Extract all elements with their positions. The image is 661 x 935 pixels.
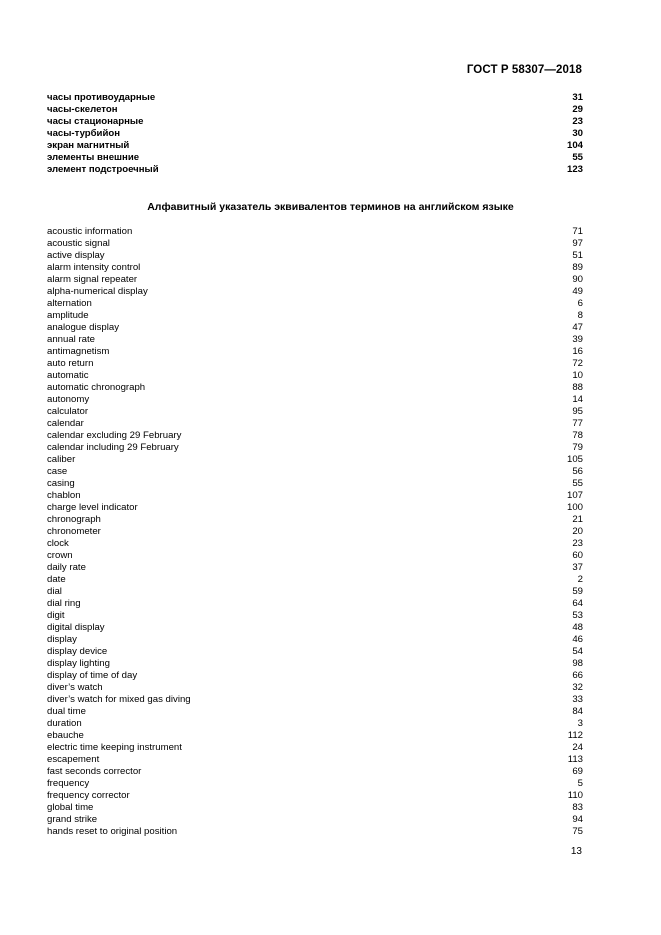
index-term: escapement — [47, 754, 100, 765]
index-term: часы-скелетон — [47, 104, 118, 115]
index-entry — [47, 310, 583, 322]
index-term: casing — [47, 478, 75, 489]
index-term-number: 47 — [572, 322, 583, 333]
index-term: grand strike — [47, 814, 98, 825]
index-term: automatic chronograph — [47, 382, 146, 393]
index-term-number: 105 — [566, 454, 583, 465]
index-entry — [47, 490, 583, 502]
index-term-number: 88 — [572, 382, 583, 393]
index-entry — [47, 682, 583, 694]
index-term: fast seconds corrector — [47, 766, 142, 777]
index-entry — [47, 598, 583, 610]
index-term: display lighting — [47, 658, 110, 669]
index-entry — [47, 610, 583, 622]
index-term: diver’s watch — [47, 682, 103, 693]
index-entry — [47, 466, 583, 478]
index-entry — [47, 658, 583, 670]
index-term-number: 97 — [572, 238, 583, 249]
section-title: Алфавитный указатель эквивалентов терминов на английском языке — [147, 201, 514, 213]
index-term-number: 5 — [577, 778, 583, 789]
index-term: frequency — [47, 778, 90, 789]
index-term: alarm intensity control — [47, 262, 141, 273]
index-entry — [47, 370, 583, 382]
index-entry — [47, 634, 583, 646]
index-entry — [47, 454, 583, 466]
index-term-number: 29 — [572, 104, 583, 115]
index-term-number: 46 — [572, 634, 583, 645]
index-term: date — [47, 574, 66, 585]
index-term: digital display — [47, 622, 105, 633]
index-term-number: 21 — [572, 514, 583, 525]
index-term: charge level indicator — [47, 502, 138, 513]
index-term: chablon — [47, 490, 81, 501]
index-term: часы противоударные — [47, 92, 156, 103]
index-term-number: 78 — [572, 430, 583, 441]
index-term: antimagnetism — [47, 346, 110, 357]
index-term-number: 64 — [572, 598, 583, 609]
index-entry — [47, 152, 583, 164]
index-entry — [47, 250, 583, 262]
index-term-number: 23 — [572, 116, 583, 127]
index-entry — [47, 622, 583, 634]
index-term: automatic — [47, 370, 89, 381]
index-entry — [47, 322, 583, 334]
index-entry — [47, 550, 583, 562]
index-term-number: 113 — [567, 754, 583, 765]
index-entry — [47, 358, 583, 370]
index-term-number: 98 — [572, 658, 583, 669]
index-entry — [47, 346, 583, 358]
index-term-number: 48 — [572, 622, 583, 633]
index-entry — [47, 754, 583, 766]
index-term: alpha-numerical display — [47, 286, 148, 297]
index-term-number: 8 — [577, 310, 583, 321]
index-entry — [47, 694, 583, 706]
index-entry — [47, 646, 583, 658]
index-term: autonomy — [47, 394, 90, 405]
index-entry — [47, 262, 583, 274]
index-entry — [47, 814, 583, 826]
index-term-number: 24 — [572, 742, 583, 753]
index-term: часы-турбийон — [47, 128, 121, 139]
index-term: chronometer — [47, 526, 101, 537]
index-term: alternation — [47, 298, 92, 309]
document-header: ГОСТ Р 58307—2018 — [466, 64, 582, 76]
english-term-index — [47, 226, 583, 838]
index-entry — [47, 274, 583, 286]
index-term: dial ring — [47, 598, 81, 609]
index-entry — [47, 418, 583, 430]
index-term-number: 16 — [572, 346, 583, 357]
index-term: calendar excluding 29 February — [47, 430, 182, 441]
index-term: active display — [47, 250, 105, 261]
index-entry — [47, 104, 583, 116]
index-term: display device — [47, 646, 108, 657]
index-term-number: 32 — [572, 682, 583, 693]
index-term-number: 49 — [572, 286, 583, 297]
page-number: 13 — [570, 846, 582, 857]
index-term: dial — [47, 586, 62, 597]
index-term-number: 55 — [572, 478, 583, 489]
index-term: alarm signal repeater — [47, 274, 138, 285]
index-term-number: 89 — [572, 262, 583, 273]
index-entry — [47, 718, 583, 730]
russian-term-index — [47, 92, 583, 176]
index-term-number: 107 — [566, 490, 583, 501]
index-entry — [47, 730, 583, 742]
index-term: global time — [47, 802, 94, 813]
index-entry — [47, 670, 583, 682]
index-term-number: 6 — [577, 298, 583, 309]
index-term-number: 10 — [572, 370, 583, 381]
index-term: annual rate — [47, 334, 96, 345]
index-entry — [47, 586, 583, 598]
index-term: case — [47, 466, 68, 477]
index-term-number: 3 — [577, 718, 583, 729]
index-term-number: 56 — [572, 466, 583, 477]
index-term: display of time of day — [47, 670, 138, 681]
index-entry — [47, 574, 583, 586]
index-term-number: 110 — [567, 790, 583, 801]
index-entry — [47, 394, 583, 406]
index-entry — [47, 238, 583, 250]
index-term: calculator — [47, 406, 89, 417]
index-term: acoustic signal — [47, 238, 110, 249]
index-entry — [47, 298, 583, 310]
index-term: electric time keeping instrument — [47, 742, 182, 753]
index-term-number: 94 — [572, 814, 583, 825]
index-term-number: 60 — [572, 550, 583, 561]
index-term-number: 37 — [572, 562, 583, 573]
index-entry — [47, 562, 583, 574]
index-term-number: 31 — [572, 92, 583, 103]
index-term-number: 59 — [572, 586, 583, 597]
index-entry — [47, 128, 583, 140]
index-entry — [47, 778, 583, 790]
index-term: frequency corrector — [47, 790, 130, 801]
index-entry — [47, 430, 583, 442]
index-term-number: 54 — [572, 646, 583, 657]
index-term: часы стационарные — [47, 116, 144, 127]
index-term-number: 20 — [572, 526, 583, 537]
index-entry — [47, 382, 583, 394]
index-term: hands reset to original position — [47, 826, 178, 837]
index-entry — [47, 442, 583, 454]
index-term-number: 104 — [566, 140, 583, 151]
index-term: daily rate — [47, 562, 86, 573]
index-term: экран магнитный — [47, 140, 130, 151]
index-term-number: 75 — [572, 826, 583, 837]
index-term: caliber — [47, 454, 76, 465]
index-term: display — [47, 634, 77, 645]
index-term-number: 77 — [572, 418, 583, 429]
index-term-number: 72 — [572, 358, 583, 369]
index-entry — [47, 140, 583, 152]
index-term-number: 69 — [572, 766, 583, 777]
index-entry — [47, 286, 583, 298]
index-term: analogue display — [47, 322, 120, 333]
index-entry — [47, 406, 583, 418]
index-term-number: 71 — [572, 226, 583, 237]
index-entry — [47, 538, 583, 550]
index-term-number: 51 — [572, 250, 583, 261]
index-entry — [47, 790, 583, 802]
index-term: calendar — [47, 418, 84, 429]
index-term-number: 79 — [572, 442, 583, 453]
index-term: crown — [47, 550, 73, 561]
index-term: auto return — [47, 358, 94, 369]
index-entry — [47, 164, 583, 176]
index-entry — [47, 92, 583, 104]
index-term-number: 33 — [572, 694, 583, 705]
index-entry — [47, 742, 583, 754]
index-term: acoustic information — [47, 226, 133, 237]
index-term-number: 90 — [572, 274, 583, 285]
index-term-number: 83 — [572, 802, 583, 813]
index-entry — [47, 334, 583, 346]
index-entry — [47, 526, 583, 538]
index-term: ebauche — [47, 730, 84, 741]
index-term-number: 123 — [566, 164, 583, 175]
index-entry — [47, 826, 583, 838]
index-term: элемент подстроечный — [47, 164, 159, 175]
index-entry — [47, 502, 583, 514]
index-entry — [47, 514, 583, 526]
index-term: chronograph — [47, 514, 101, 525]
index-entry — [47, 116, 583, 128]
index-term: digit — [47, 610, 65, 621]
index-entry — [47, 478, 583, 490]
index-term: diver’s watch for mixed gas diving — [47, 694, 191, 705]
index-term: clock — [47, 538, 69, 549]
index-term-number: 66 — [572, 670, 583, 681]
index-term-number: 100 — [566, 502, 583, 513]
index-entry — [47, 766, 583, 778]
index-term: calendar including 29 February — [47, 442, 179, 453]
index-term-number: 23 — [572, 538, 583, 549]
index-term-number: 14 — [572, 394, 583, 405]
index-term-number: 2 — [577, 574, 583, 585]
index-term-number: 39 — [572, 334, 583, 345]
index-entry — [47, 706, 583, 718]
index-term: dual time — [47, 706, 86, 717]
index-term-number: 55 — [572, 152, 583, 163]
index-term-number: 112 — [567, 730, 583, 741]
index-entry — [47, 226, 583, 238]
index-entry — [47, 802, 583, 814]
index-term-number: 95 — [572, 406, 583, 417]
index-term: amplitude — [47, 310, 89, 321]
index-term-number: 53 — [572, 610, 583, 621]
index-term-number: 30 — [572, 128, 583, 139]
index-term-number: 84 — [572, 706, 583, 717]
index-term: duration — [47, 718, 82, 729]
index-term: элементы внешние — [47, 152, 140, 163]
